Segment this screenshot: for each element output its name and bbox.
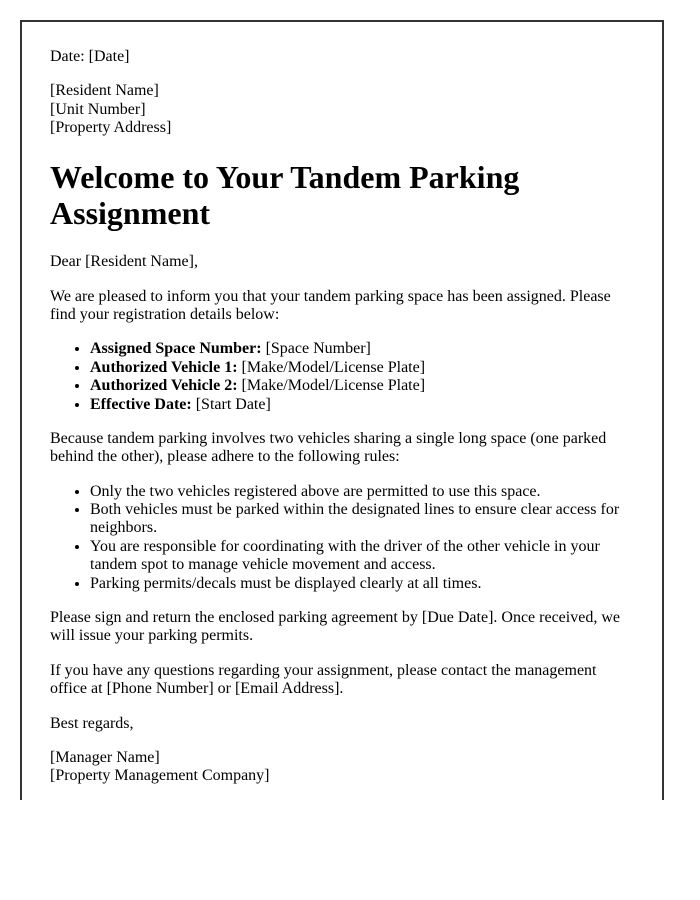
manager-name-line: [Manager Name]: [50, 748, 160, 766]
detail-item: [90, 377, 634, 395]
rules-intro-paragraph: Because tandem parking involves two vehicles sharing a single long space (one parked behind the other), please adhere to the following rules:: [50, 429, 607, 466]
detail-label: Assigned Space Number:: [90, 340, 262, 358]
property-address-line: [Property Address]: [50, 119, 172, 137]
letter-container: [20, 20, 664, 800]
date-line: Date: [Date]: [50, 48, 130, 65]
salutation: Dear [Resident Name],: [50, 253, 198, 271]
detail-label: Authorized Vehicle 1:: [90, 358, 238, 376]
company-line: [Property Management Company]: [50, 767, 270, 785]
letter-title: Welcome to Your Tandem Parking Assignment: [50, 158, 520, 232]
contact-paragraph: If you have any questions regarding your assignment, please contact the management office at [Phone Number] or [Email Address].: [50, 661, 597, 698]
detail-value: [Make/Model/License Plate]: [237, 358, 426, 376]
detail-item: [90, 340, 634, 358]
detail-value: [Space Number]: [261, 340, 371, 358]
detail-value: [Make/Model/License Plate]: [237, 377, 426, 395]
detail-value: [Start Date]: [191, 395, 271, 413]
rule-item: • Only the two vehicles registered above are permitted to use this space.: [90, 483, 634, 501]
rules-list: [50, 483, 634, 593]
closing: Best regards,: [50, 714, 134, 732]
intro-paragraph: We are pleased to inform you that your tandem parking space has been assigned. Please find your registration details below:: [50, 287, 611, 323]
detail-item: [90, 359, 634, 377]
recipient-name-line: [Resident Name]: [50, 82, 159, 100]
registration-details-list: [50, 340, 634, 414]
signature-request-paragraph: Please sign and return the enclosed parking agreement by [Due Date]. Once received, we will issue your parking permits.: [50, 609, 620, 645]
recipient-block: [50, 82, 634, 137]
rule-item: • You are responsible for coordinating with the driver of the other vehicle in your tandem spot to manage vehicle movement and access.: [90, 538, 634, 575]
signature-block: [50, 749, 634, 786]
detail-item: [90, 396, 634, 414]
detail-label: Authorized Vehicle 2:: [90, 377, 238, 395]
rule-item: • Both vehicles must be parked within the designated lines to ensure clear access for neighbors.: [90, 501, 634, 538]
rule-item: • Parking permits/decals must be displayed clearly at all times.: [90, 575, 634, 593]
unit-number-line: [Unit Number]: [50, 100, 146, 118]
detail-label: Effective Date:: [90, 395, 192, 413]
